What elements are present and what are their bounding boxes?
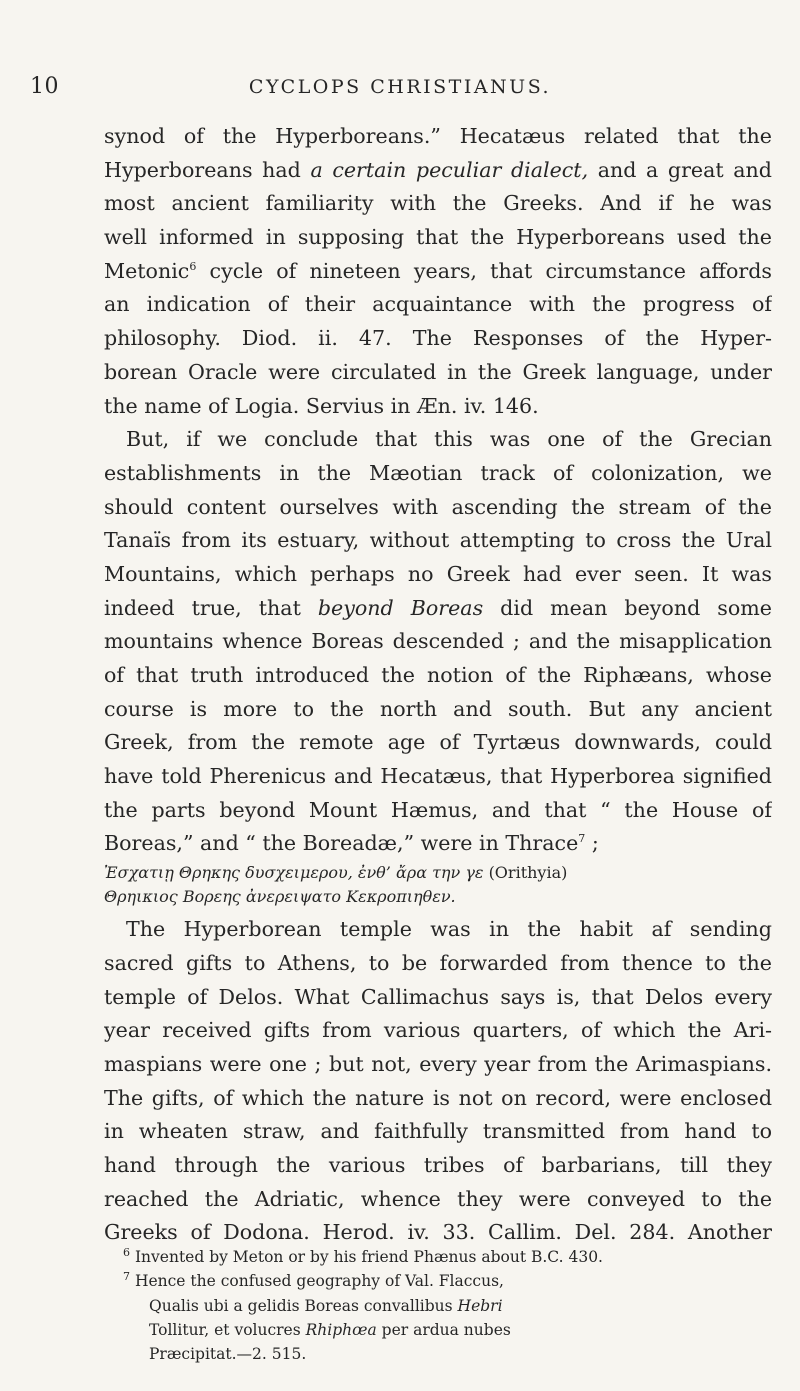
text-line: Boreas,” and “ the Boreadæ,” were in Thrace$^7$ ;	[104, 831, 599, 856]
text-line: Mountains, which perhaps no Greek had ever seen. It was	[104, 561, 772, 586]
footnote-verse-line: Præcipitat.—2. 515.	[149, 1345, 307, 1364]
main-text	[104, 120, 772, 1250]
footnotes	[104, 1245, 772, 1366]
text-line: course is more to the north and south. But any ancient	[104, 696, 772, 721]
text-line: the parts beyond Mount Hæmus, and that “ the House of	[104, 797, 772, 822]
text-line: temple of Delos. What Callimachus says is, that Delos every	[104, 984, 772, 1009]
text-line: year received gifts from various quarters, of which the Ari-	[104, 1018, 772, 1043]
text-line: the name of Logia. Servius in Æn. iv. 146.	[104, 393, 539, 418]
text-line: philosophy. Diod. ii. 47. The Responses of the Hyper-	[104, 326, 772, 351]
footnote-7: $^7$ Hence the confused geography of Val. Flaccus,	[123, 1270, 504, 1291]
text-line: maspians were one ; but not, every year from the Arimaspians.	[104, 1051, 772, 1076]
text-line: reached the Adriatic, whence they were conveyed to the	[104, 1186, 772, 1211]
page-header	[30, 74, 770, 110]
text-line: But, if we conclude that this was one of the Grecian	[126, 427, 772, 452]
text-line: Hyperboreans had a certain peculiar dialect, and a great and	[104, 157, 772, 182]
text-line: sacred gifts to Athens, to be forwarded from thence to the	[104, 950, 772, 975]
italic-phrase: a certain peculiar dialect,	[310, 157, 589, 182]
greek-quote-line: Θρηικιος Βορεης ἀνερειψατο Κεκροπιηθεν.	[104, 887, 456, 907]
running-head: CYCLOPS CHRISTIANUS.	[248, 76, 552, 98]
text-line: in wheaten straw, and faithfully transmitted from hand to	[104, 1119, 772, 1144]
italic-phrase: beyond Boreas	[317, 595, 484, 620]
text-line: an indication of their acquaintance with the progress of	[104, 292, 772, 317]
text-line: establishments in the Mæotian track of colonization, we	[104, 460, 772, 485]
text-line: hand through the various tribes of barbarians, till they	[104, 1152, 772, 1177]
footnote-6: $^6$ Invented by Meton or by his friend Phænus about B.C. 430.	[123, 1245, 603, 1266]
text-line: The Hyperborean temple was in the habit af sending	[126, 917, 772, 942]
text-line: should content ourselves with ascending the stream of the	[104, 494, 772, 519]
text-line: synod of the Hyperboreans.” Hecatæus related that the	[104, 124, 772, 148]
text-line: Metonic$^6$ cycle of nineteen years, that circumstance affords	[104, 258, 772, 283]
text-line: The gifts, of which the nature is not on record, were enclosed	[104, 1085, 772, 1110]
text-line: indeed true, that beyond Boreas did mean beyond some	[104, 595, 772, 620]
footnote-verse-line: Tollitur, et volucres Rhiphœa per ardua nubes	[149, 1320, 511, 1339]
text-line: mountains whence Boreas descended ; and the misapplication	[104, 629, 772, 654]
footnote-verse-line: Qualis ubi a gelidis Boreas convallibus Hebri	[149, 1296, 503, 1315]
page-number: 10	[30, 74, 59, 99]
footnote-ref-6: 6	[189, 259, 197, 273]
text-line: borean Oracle were circulated in the Greek language, under	[104, 359, 772, 384]
text-line: Greeks of Dodona. Herod. iv. 33. Callim. Del. 284. Another	[104, 1220, 772, 1245]
text-line: Greek, from the remote age of Tyrtæus downwards, could	[104, 730, 772, 755]
greek-quote-line: Ἐσχατιῃ Θρηκης δυσχειμερου, ἐνθ’ ἄρα την γε (Orithyia)	[104, 863, 568, 883]
text-line: most ancient familiarity with the Greeks. And if he was	[104, 191, 772, 216]
text-line: well informed in supposing that the Hyperboreans used the	[104, 225, 772, 250]
text-line: Tanaïs from its estuary, without attempting to cross the Ural	[104, 528, 772, 553]
footnote-ref-7: 7	[578, 832, 586, 846]
text-line: of that truth introduced the notion of the Riphæans, whose	[104, 663, 772, 687]
text-line: have told Pherenicus and Hecatæus, that Hyperborea signified	[104, 764, 772, 789]
